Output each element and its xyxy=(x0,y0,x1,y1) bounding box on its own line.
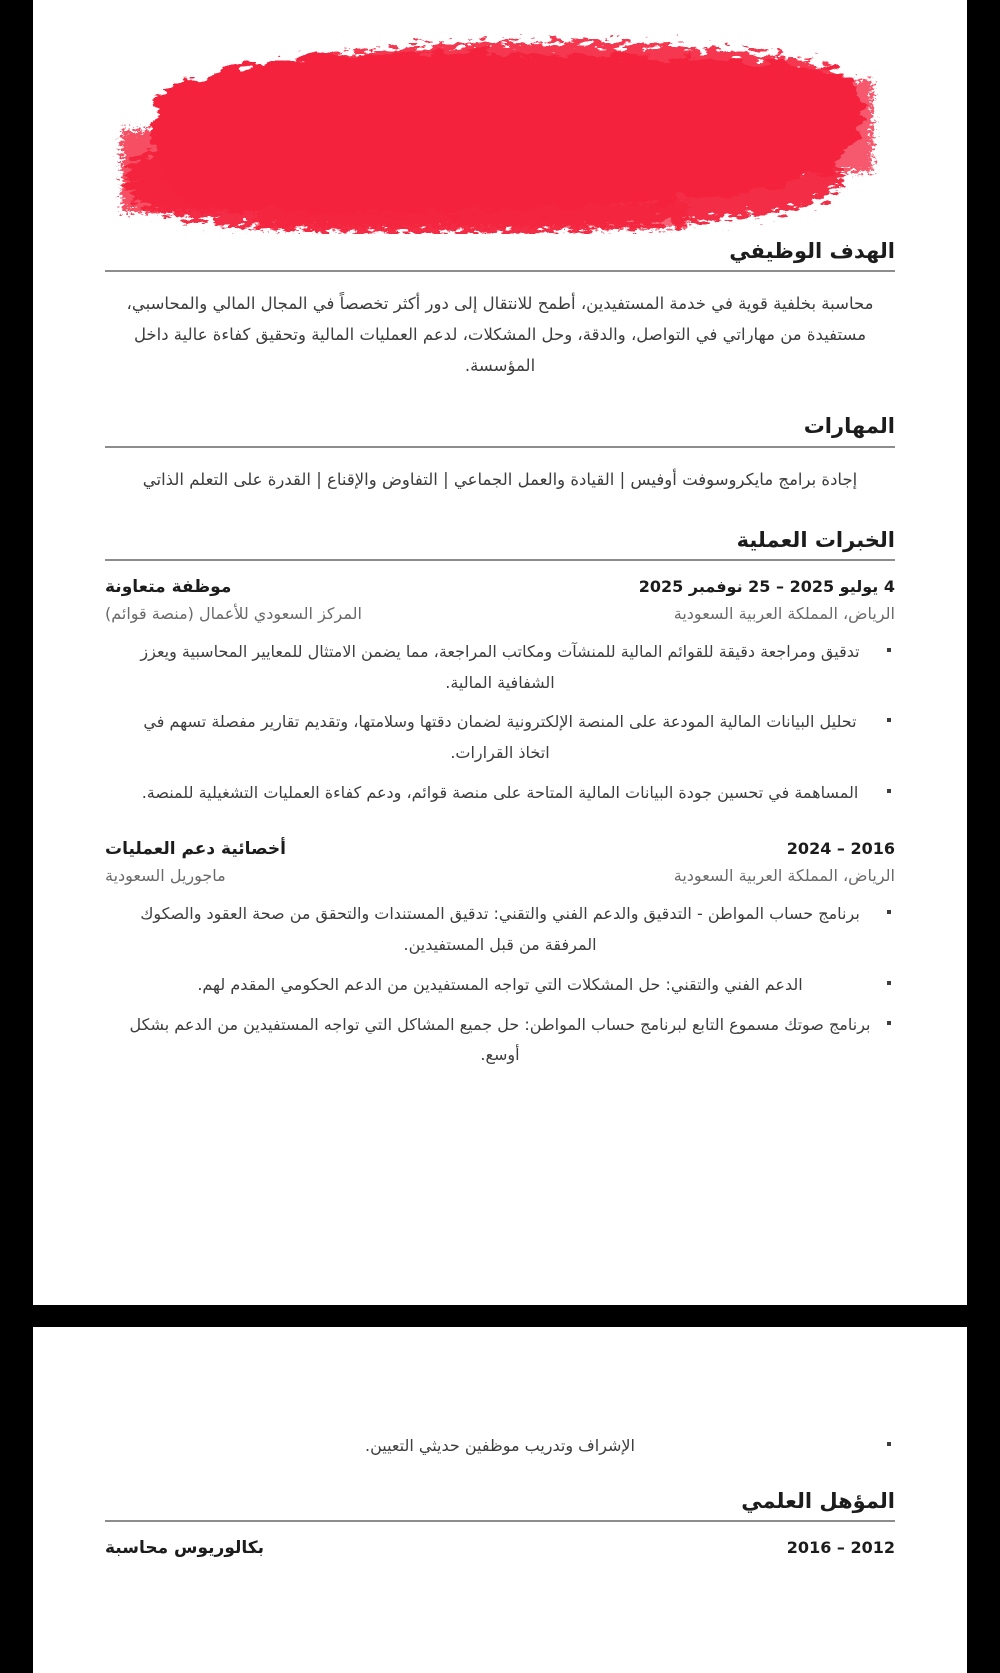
list-item xyxy=(105,707,895,768)
bullet-dot-icon xyxy=(887,718,891,722)
bullet-text: برنامج صوتك مسموع التابع لبرنامج حساب المواطن: حل جميع المشاكل التي تواجه المستفيدين من الدعم بشكل أوسع. xyxy=(129,1014,871,1065)
section-title-skills: المهارات xyxy=(803,414,895,439)
section-divider xyxy=(105,559,895,561)
job-location: الرياض، المملكة العربية السعودية xyxy=(673,866,895,886)
section-skills xyxy=(105,413,895,494)
resume-page-2 xyxy=(33,1327,967,1673)
bullet-dot-icon xyxy=(887,648,891,652)
job-date-range: 2016 – 2024 xyxy=(786,839,895,859)
section-education xyxy=(105,1488,895,1558)
list-item xyxy=(105,899,895,960)
bullet-text: برنامج حساب المواطن - التدقيق والدعم الفني والتقني: تدقيق المستندات والتحقق من صحة العقود والصكوك المرفقة من قبل المستفيدين. xyxy=(140,904,860,955)
skills-text: إجادة برامج مايكروسوفت أوفيس | القيادة والعمل الجماعي | التفاوض والإقناع | القدرة على التعلم الذاتي xyxy=(142,469,858,489)
section-divider xyxy=(105,446,895,448)
section-title-education: المؤهل العلمي xyxy=(741,1488,895,1513)
red-brush-stroke-redaction xyxy=(101,34,885,234)
job-organization: ماجوريل السعودية xyxy=(105,866,226,886)
bullet-text: الإشراف وتدريب موظفين حديثي التعيين. xyxy=(364,1436,635,1455)
section-title-experience: الخبرات العملية xyxy=(736,527,895,552)
bullet-dot-icon xyxy=(887,981,891,985)
experience-entry xyxy=(105,577,895,809)
bullet-dot-icon xyxy=(887,1442,891,1446)
bullet-dot-icon xyxy=(887,1021,891,1025)
bullet-text: الدعم الفني والتقني: حل المشكلات التي تواجه المستفيدين من الدعم الحكومي المقدم لهم. xyxy=(197,974,803,994)
education-entry-header xyxy=(105,1538,895,1558)
resume-page-1 xyxy=(33,0,967,1305)
job-bullet-list xyxy=(105,899,895,1071)
experience-entry xyxy=(105,839,895,1071)
section-objective xyxy=(105,238,895,381)
header-redaction-area xyxy=(87,0,913,236)
experience-entry-header xyxy=(105,839,895,859)
list-item xyxy=(105,778,895,809)
bullet-dot-icon xyxy=(887,789,891,793)
section-experience xyxy=(105,527,895,1071)
job-location: الرياض، المملكة العربية السعودية xyxy=(673,603,895,623)
degree-date-range: 2012 – 2016 xyxy=(786,1537,895,1557)
list-item xyxy=(105,637,895,698)
section-title-objective: الهدف الوظيفي xyxy=(729,239,895,263)
bullet-text: تحليل البيانات المالية المودعة على المنصة الإلكترونية لضمان دقتها وسلامتها، وتقديم تقارير مفصلة تسهم في اتخاذ القرارات. xyxy=(143,712,857,762)
list-item xyxy=(105,970,895,1001)
degree-title: بكالوريوس محاسبة xyxy=(105,1537,265,1558)
experience-entry-header xyxy=(105,577,895,597)
bullet-dot-icon xyxy=(887,910,891,914)
job-title: أخصائية دعم العمليات xyxy=(105,839,286,860)
education-entry xyxy=(105,1538,895,1558)
experience-entry-subheader xyxy=(105,866,895,885)
job-bullet-list xyxy=(105,637,895,809)
job-date-range: 4 يوليو 2025 – 25 نوفمبر 2025 xyxy=(638,576,895,596)
bullet-text: المساهمة في تحسين جودة البيانات المالية المتاحة على منصة قوائم، ودعم كفاءة العمليات التشغيلية للمنصة. xyxy=(141,782,859,802)
bullet-text: تدقيق ومراجعة دقيقة للقوائم المالية للمنشآت ومكاتب المراجعة، مما يضمن الامتثال للمعايير المحاسبية ويعزز الشفافية المالية. xyxy=(140,641,860,692)
section-divider xyxy=(105,270,895,272)
section-divider xyxy=(105,1520,895,1522)
job-bullet-list-continued xyxy=(105,1431,895,1462)
list-item xyxy=(105,1010,895,1071)
job-title: موظفة متعاونة xyxy=(105,576,232,597)
job-organization: المركز السعودي للأعمال (منصة قوائم) xyxy=(105,603,362,623)
objective-text: محاسبة بخلفية قوية في خدمة المستفيدين، أطمح للانتقال إلى دور أكثر تخصصاً في المجال المالي والمحاسبي، مستفيدة من مهاراتي في التواصل، والدقة، وحل المشكلات، لدعم العمليات المالية وتحقيق كفاءة عالية داخل المؤسسة. xyxy=(126,294,874,376)
list-item xyxy=(105,1431,895,1462)
experience-entry-subheader xyxy=(105,604,895,623)
page-gutter xyxy=(0,1305,1000,1327)
